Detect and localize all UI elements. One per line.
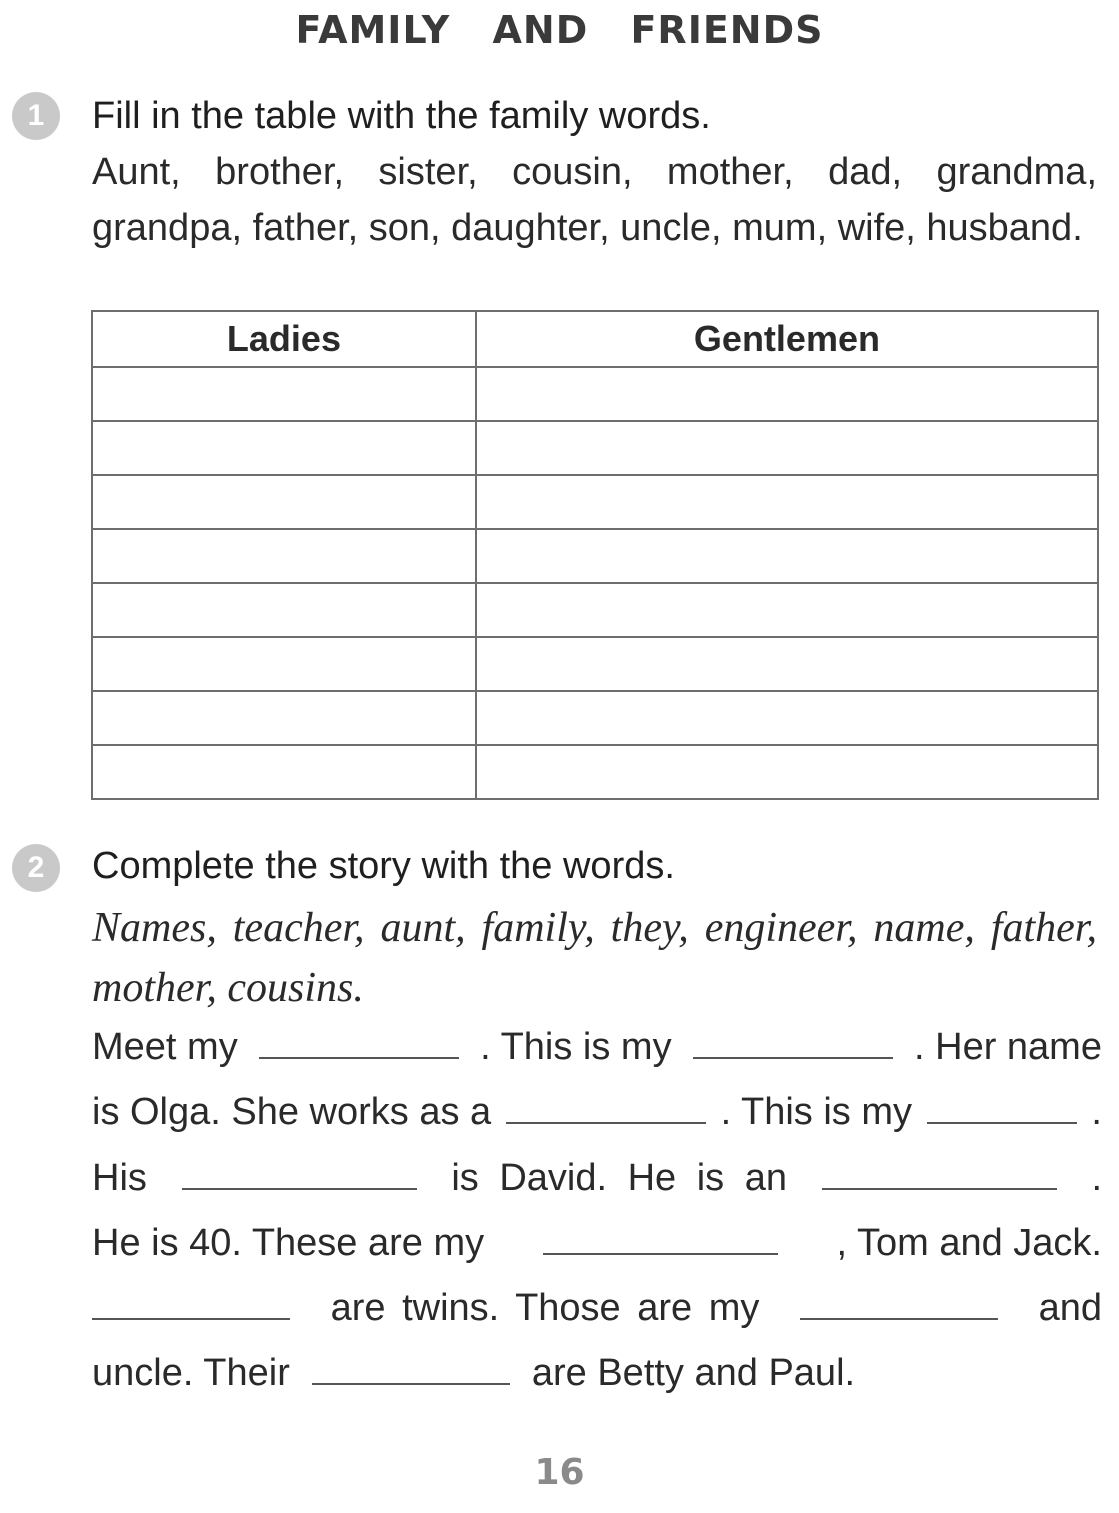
story-line-4 — [92, 1222, 1102, 1278]
table-cell-gentlemen[interactable] — [476, 475, 1098, 529]
table-row — [92, 691, 1098, 745]
table-cell-gentlemen[interactable] — [476, 529, 1098, 583]
story-text: is Olga. She works as a — [92, 1091, 492, 1133]
answer-blank[interactable] — [822, 1187, 1057, 1190]
table-cell-ladies[interactable] — [92, 529, 476, 583]
story-text: . This is my — [720, 1091, 913, 1133]
answer-blank[interactable] — [312, 1382, 510, 1385]
table-body — [92, 367, 1098, 799]
table-cell-gentlemen[interactable] — [476, 637, 1098, 691]
story-text: uncle. Their — [92, 1352, 290, 1394]
exercise-2-instruction: Complete the story with the words. — [92, 845, 675, 887]
story-text: . This is my — [480, 1026, 672, 1068]
table-cell-ladies[interactable] — [92, 637, 476, 691]
page-title: FAMILY AND FRIENDS — [295, 8, 824, 52]
table-cell-ladies[interactable] — [92, 475, 476, 529]
answer-blank[interactable] — [506, 1121, 706, 1124]
story-line-3 — [92, 1157, 1102, 1213]
table-row — [92, 529, 1098, 583]
table-cell-ladies[interactable] — [92, 367, 476, 421]
table-row — [92, 421, 1098, 475]
exercise-1-word-list: Aunt, brother, sister, cousin, mother, dad, grandma, grandpa, father, son, daughter, uncle, mum, wife, husband. — [92, 151, 1097, 249]
table-cell-ladies[interactable] — [92, 745, 476, 799]
answer-blank[interactable] — [800, 1317, 998, 1320]
page-number: 16 — [534, 1452, 585, 1493]
story-text: is David. He is an — [451, 1157, 787, 1199]
story-text: are twins. Those are my — [330, 1287, 760, 1329]
exercise-1-number-badge: 1 — [12, 92, 60, 140]
table-row — [92, 367, 1098, 421]
story-text: . — [1091, 1091, 1102, 1133]
story-text: His — [92, 1157, 147, 1199]
story-text: . — [1091, 1157, 1102, 1199]
table-cell-ladies[interactable] — [92, 421, 476, 475]
answer-blank[interactable] — [693, 1056, 893, 1059]
table-row — [92, 583, 1098, 637]
story-text: are Betty and Paul. — [531, 1352, 856, 1394]
table-cell-ladies[interactable] — [92, 691, 476, 745]
story-text: , Tom and Jack. — [836, 1222, 1102, 1264]
story-text: and — [1038, 1287, 1102, 1329]
table-cell-gentlemen[interactable] — [476, 367, 1098, 421]
answer-blank[interactable] — [543, 1252, 778, 1255]
story-line-1 — [92, 1026, 1102, 1082]
table-cell-gentlemen[interactable] — [476, 583, 1098, 637]
exercise-2-number-badge: 2 — [12, 844, 60, 892]
answer-blank[interactable] — [182, 1187, 417, 1190]
exercise-1-instruction: Fill in the table with the family words. — [92, 95, 711, 137]
story-line-6 — [92, 1352, 1102, 1408]
table-cell-gentlemen[interactable] — [476, 745, 1098, 799]
story-text: . Her name — [914, 1026, 1102, 1068]
table-cell-ladies[interactable] — [92, 583, 476, 637]
story-text: Meet my — [92, 1026, 238, 1068]
story-line-2 — [92, 1091, 1102, 1147]
story-text: He is 40. These are my — [92, 1222, 485, 1264]
table-row — [92, 745, 1098, 799]
table-cell-gentlemen[interactable] — [476, 421, 1098, 475]
exercise-2-word-list: Names, teacher, aunt, family, they, engineer, name, father, mother, cousins. — [92, 905, 1097, 1011]
column-header-gentlemen: Gentlemen — [476, 311, 1098, 367]
family-words-table — [91, 310, 1099, 800]
answer-blank[interactable] — [927, 1121, 1077, 1124]
column-header-ladies: Ladies — [92, 311, 476, 367]
table-row — [92, 637, 1098, 691]
answer-blank[interactable] — [259, 1056, 459, 1059]
table-cell-gentlemen[interactable] — [476, 691, 1098, 745]
table-row — [92, 475, 1098, 529]
story-line-5 — [92, 1287, 1102, 1343]
answer-blank[interactable] — [92, 1317, 290, 1320]
